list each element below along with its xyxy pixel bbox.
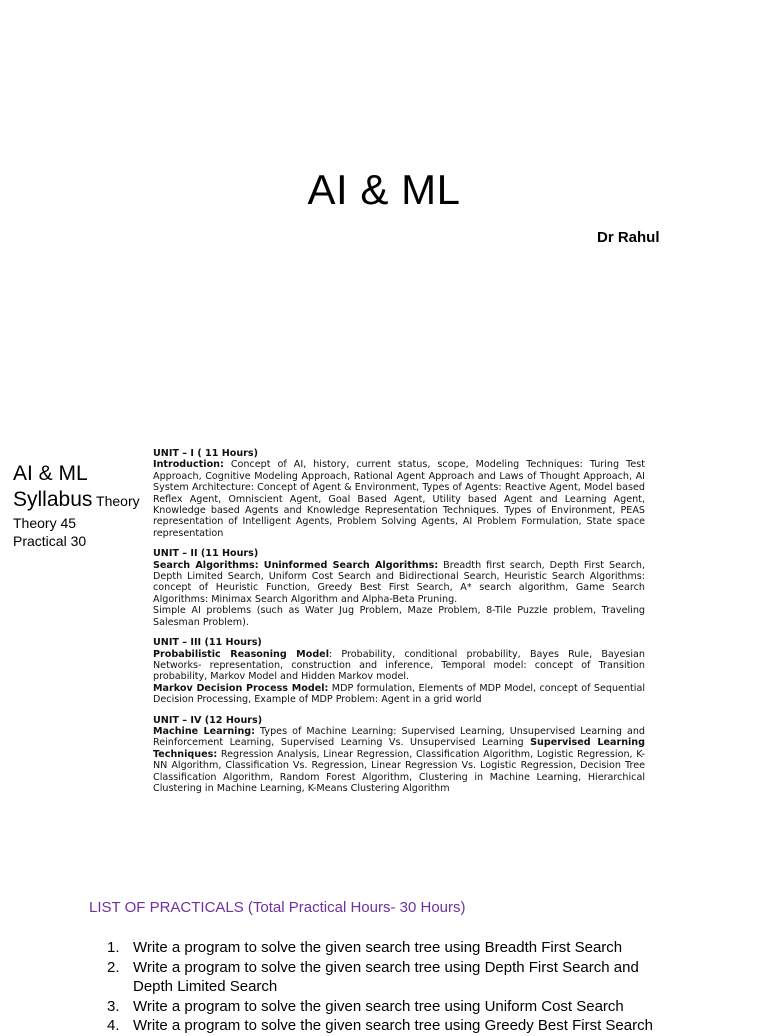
unit-paragraph [153,683,645,706]
page-title: AI & ML [307,166,461,213]
unit-lead: Introduction: [153,459,224,471]
unit-4 [153,715,645,795]
list-item [107,958,667,997]
unit-lead: Machine Learning: [153,725,255,737]
side-title-line2 [13,487,148,514]
unit-3 [153,637,645,705]
unit-paragraph [153,560,645,606]
item-text: Write a program to solve the given search tree using Breadth First Search [133,939,623,956]
unit-heading: UNIT – I ( 11 Hours) [153,448,259,459]
unit-text: Breadth first search, Depth First Search, Depth Limited Search, Uniform Cost Search and Bidirectional Search, Heuristic Search Algorithms: concept of Heuristic Function, Greedy Best First Search, A* search algorithm, Game Search Algorithms: Minimax Search Algorithm and Alpha-Beta Pruning. [153,559,646,605]
syllabus-side-title [13,461,148,550]
syllabus-units [153,448,645,803]
unit-paragraph [153,649,645,683]
unit-paragraph [153,726,645,794]
unit-paragraph [153,605,645,628]
item-number: 4. [107,1017,120,1035]
theory-hours: Theory 45 [13,515,77,531]
item-text: Write a program to solve the given search tree using Uniform Cost Search [133,997,624,1015]
item-text: Write a program to solve the given search tree using Greedy Best First Search [133,1017,653,1035]
side-title-line1: AI & ML [13,462,88,485]
unit-heading: UNIT – IV (12 Hours) [153,714,263,726]
unit-lead: Search Algorithms: Uninformed Search Algorithms: [153,559,439,571]
side-title-syllabus: Syllabus [13,488,93,511]
unit-paragraph [153,459,645,539]
unit-text: Simple AI problems (such as Water Jug Problem, Maze Problem, 8-Tile Puzzle problem, Traveling Salesman Problem). [153,605,645,628]
unit-text: Concept of AI, history, current status, scope, Modeling Techniques: Turing Test Approach, Cognitive Modeling Approach, Rational Agent Approach and Laws of Thought Approach, AI System Architecture: Concept of Agent & Environment, Types of Agents: Reactive Agent, Model based Reflex Agent, Omniscient Agent, Goal Based Agent, Utility based Agent and Learning Agent, Knowledge based Agents and Knowledge Representation Techniques. Types of Environment, PEAS representation of Intelligent Agents, Problem Solving Agents, AI Problem Formulation, State space representation [153,459,645,539]
unit-lead: Probabilistic Reasoning Model [153,648,329,660]
unit-heading: UNIT – III (11 Hours) [153,637,262,649]
unit-2 [153,548,645,628]
unit-lead: Markov Decision Process Model: [153,682,329,694]
list-item [107,997,667,1017]
item-text: Write a program to solve the given search tree using Depth First Search and Depth Limited Search [133,958,639,996]
author-name: Dr Rahul [597,229,660,246]
practical-hours: Practical 30 [13,533,87,549]
item-number: 3. [107,997,120,1015]
unit-text: Types of Machine Learning: Supervised Learning, Unsupervised Learning and Reinforcement Learning, Supervised Learning Vs. Unsupervised Learning [153,725,645,749]
unit-text: : Probability, conditional probability, Bayes Rule, Bayesian Networks- representation, construction and inference, Temporal model: concept of Transition probability, Markov Model and Hidden Markov model. [153,648,645,683]
side-title-theory-suffix: Theory [92,493,140,509]
unit-heading: UNIT – II (11 Hours) [153,548,259,560]
list-item [107,1016,667,1036]
unit-text: Regression Analysis, Linear Regression, Classification Algorithm, Logistic Regression, K-NN Algorithm, Classification Vs. Regression, Linear Regression Vs. Logistic Regression, Decision Tree Classification Algorithm, Random Forest Algorithm, Clustering in Machine Learning, Hierarchical Clustering in Machine Learning, K-Means Clustering Algorithm [153,748,645,794]
list-item [107,938,667,958]
unit-text: MDP formulation, Elements of MDP Model, concept of Sequential Decision Processing, Example of MDP Problem: Agent in a grid world [153,682,645,706]
practicals-list [107,938,667,1036]
item-number: 2. [107,958,120,976]
practicals-heading: LIST OF PRACTICALS (Total Practical Hours- 30 Hours) [89,899,466,916]
unit-lead: Supervised Learning Techniques: [153,737,646,760]
unit-1 [153,448,645,539]
item-number: 1. [107,939,120,956]
